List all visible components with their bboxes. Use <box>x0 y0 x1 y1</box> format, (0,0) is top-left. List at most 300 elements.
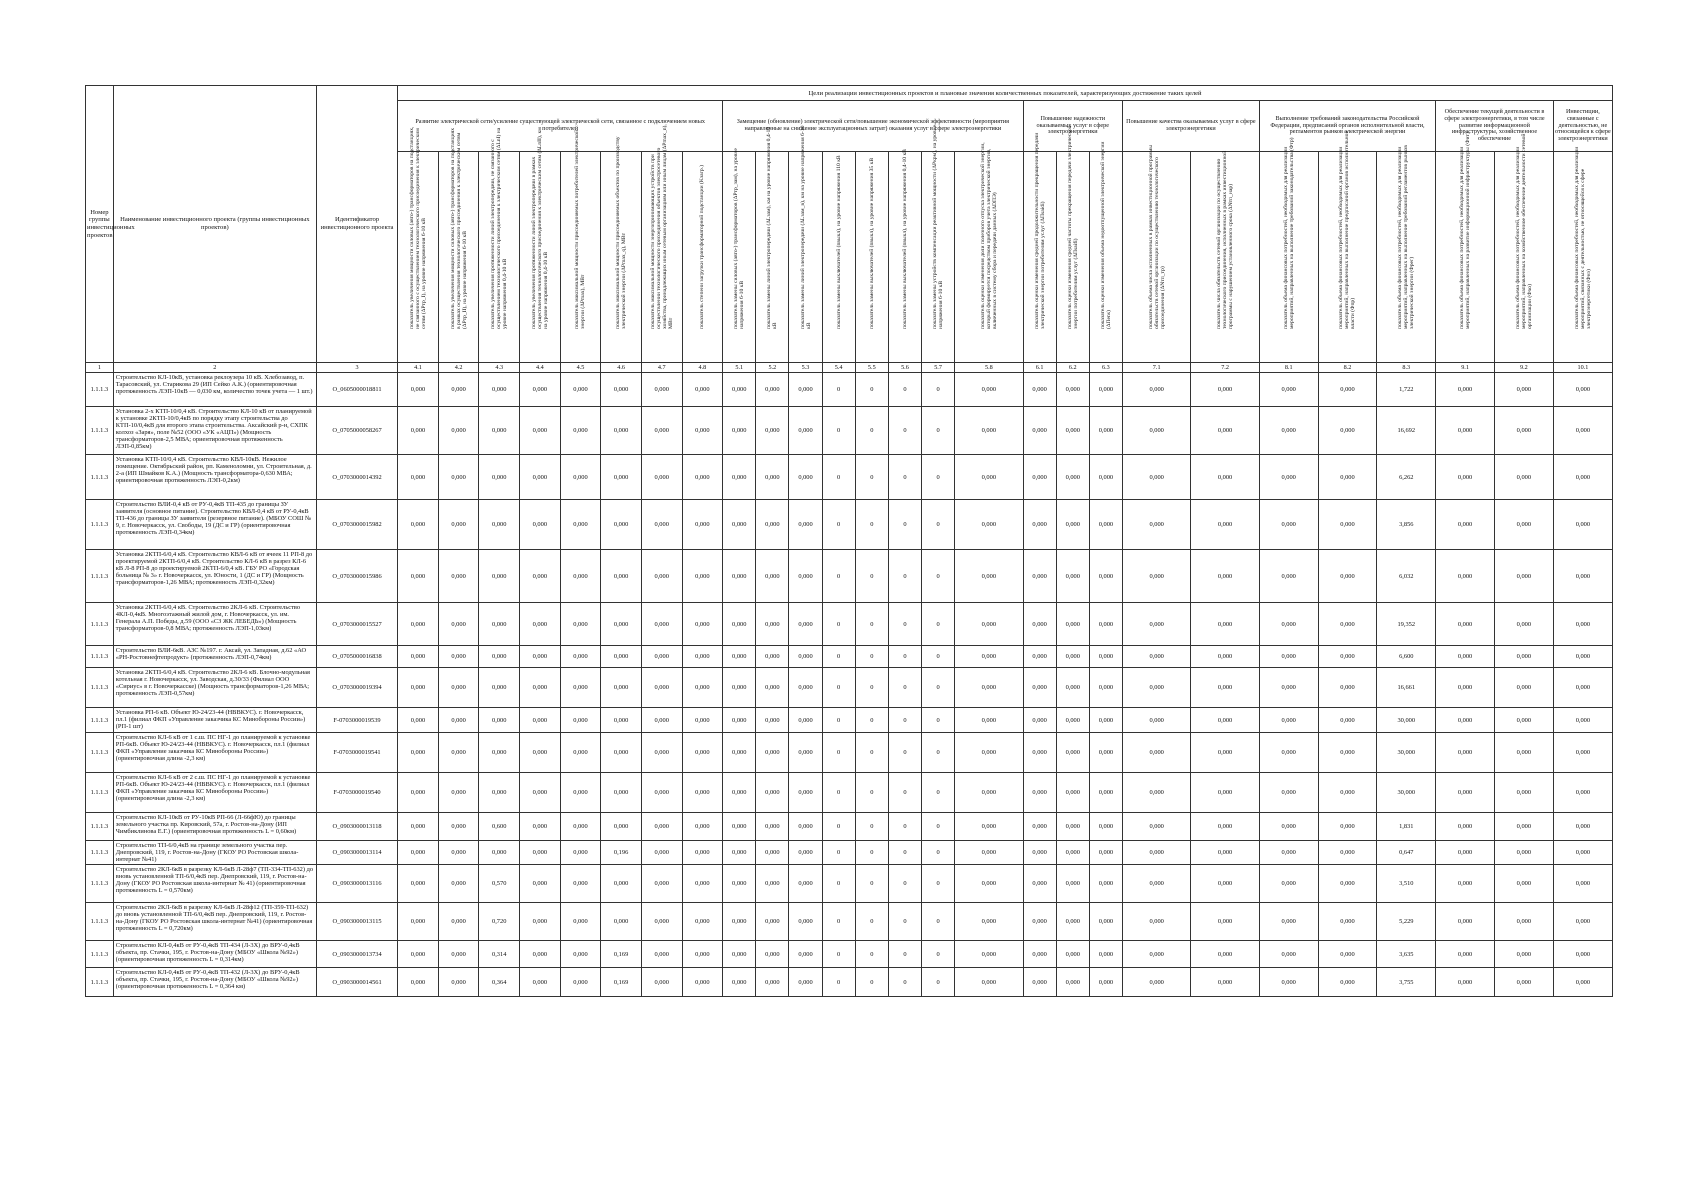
row-value: 0 <box>888 733 921 773</box>
row-value: 0,000 <box>520 708 561 733</box>
indicator-header <box>398 126 439 363</box>
row-value: 0,000 <box>789 455 822 500</box>
row-value: 0 <box>888 668 921 708</box>
row-number: 1.1.1.3 <box>86 373 114 407</box>
row-number: 1.1.1.3 <box>86 968 114 997</box>
row-value: 0,000 <box>1259 773 1318 813</box>
row-value: 0,000 <box>641 603 682 646</box>
row-value: 0,000 <box>1553 708 1612 733</box>
row-value: 0,000 <box>1318 813 1377 841</box>
row-project-name: Строительство КЛ-6 кВ от 1 с.ш. ПС НГ-1 до планируемой к установке РП-6кВ. Объект Ю-24/23-44 (НВВКУС). г. Новочеркасск, пл.1 (филиал ФКП «Управление заказчика КС Минобороны России») (ориентировочная длина -2,3 км) <box>113 733 316 773</box>
row-value: 0,000 <box>601 708 642 733</box>
row-value: 0,000 <box>1318 373 1377 407</box>
row-value: 30,000 <box>1377 773 1436 813</box>
row-value: 0,000 <box>1494 841 1553 865</box>
row-value: 0,000 <box>682 841 723 865</box>
row-value: 0,000 <box>1191 500 1259 550</box>
row-value: 0,000 <box>641 968 682 997</box>
row-value: 0,000 <box>1023 813 1056 841</box>
indicator-label: показатель объема финансовых потребностей, необходимых для реализации мероприятий, направленных на выполнение требований законодательства (Фтр) <box>1282 137 1295 329</box>
row-value: 0,000 <box>1259 865 1318 903</box>
indicator-header <box>822 152 855 363</box>
row-value: 0,000 <box>1191 773 1259 813</box>
row-value: 0,000 <box>789 773 822 813</box>
indicator-header <box>641 124 682 363</box>
row-value: 0 <box>855 603 888 646</box>
column-number: 7.2 <box>1191 363 1259 373</box>
indicator-header <box>1259 137 1318 363</box>
column-number: 4.1 <box>398 363 439 373</box>
row-number: 1.1.1.3 <box>86 733 114 773</box>
row-value: 0,000 <box>723 708 756 733</box>
row-value: 0 <box>855 407 888 455</box>
row-value: 0,000 <box>1056 773 1089 813</box>
row-number: 1.1.1.3 <box>86 865 114 903</box>
row-value: 0,000 <box>1494 668 1553 708</box>
row-value: 0 <box>855 813 888 841</box>
row-value: 0,000 <box>1259 500 1318 550</box>
row-value: 0,000 <box>723 941 756 968</box>
row-number: 1.1.1.3 <box>86 500 114 550</box>
row-value: 0,000 <box>1259 646 1318 668</box>
column-number: 5.7 <box>922 363 955 373</box>
row-value: 0,000 <box>398 708 439 733</box>
row-value: 0,000 <box>479 550 520 603</box>
row-value: 0,000 <box>1056 407 1089 455</box>
group-header: Обеспечение текущей деятельности в сфере электроэнергетики, в том числе развитие информационной инфраструктуры, хозяйственное обеспечение <box>1436 101 1554 152</box>
row-number: 1.1.1.3 <box>86 773 114 813</box>
table-row <box>86 841 1613 865</box>
row-value: 0,000 <box>641 903 682 941</box>
table-row <box>86 500 1613 550</box>
row-value: 0,000 <box>1259 903 1318 941</box>
row-value: 0,000 <box>682 668 723 708</box>
table-row <box>86 813 1613 841</box>
indicator-header <box>1122 144 1190 363</box>
row-value: 0,000 <box>1436 968 1495 997</box>
table-row <box>86 455 1613 500</box>
column-number: 5.2 <box>756 363 789 373</box>
row-value: 0 <box>888 407 921 455</box>
row-value: 0,000 <box>520 603 561 646</box>
row-value: 0,000 <box>1122 455 1190 500</box>
row-value: 0 <box>922 407 955 455</box>
row-value: 0,000 <box>641 373 682 407</box>
row-value: 0,000 <box>723 646 756 668</box>
row-value: 0 <box>822 708 855 733</box>
indicator-header <box>1436 132 1495 363</box>
row-value: 0,000 <box>520 903 561 941</box>
row-value: 0,000 <box>520 968 561 997</box>
row-value: 0,000 <box>601 903 642 941</box>
column-number: 8.3 <box>1377 363 1436 373</box>
table-body <box>86 373 1613 997</box>
row-value: 0 <box>822 773 855 813</box>
row-value: 0,000 <box>1023 773 1056 813</box>
table-row <box>86 603 1613 646</box>
row-value: 0,000 <box>601 646 642 668</box>
row-value: 0,000 <box>641 733 682 773</box>
row-value: 0 <box>822 668 855 708</box>
row-value: 0,000 <box>756 455 789 500</box>
column-number: 4.7 <box>641 363 682 373</box>
row-value: 0,000 <box>601 733 642 773</box>
row-value: 0,000 <box>1436 603 1495 646</box>
indicator-label: показатель замены линий электропередачи (ΔLзам), км на уровне напряжения 0,4-10 кВ <box>766 126 779 329</box>
row-value: 0,000 <box>601 865 642 903</box>
row-value: 0,000 <box>438 968 479 997</box>
row-value: 0,000 <box>438 373 479 407</box>
row-value: 0,000 <box>1056 708 1089 733</box>
row-value: 0,000 <box>1318 941 1377 968</box>
row-value: 0,000 <box>1494 500 1553 550</box>
row-value: 0,000 <box>1553 603 1612 646</box>
row-value: 0 <box>922 903 955 941</box>
row-number: 1.1.1.3 <box>86 903 114 941</box>
row-value: 0,000 <box>438 865 479 903</box>
column-number: 4.5 <box>560 363 601 373</box>
row-value: 0,000 <box>1056 865 1089 903</box>
row-value: 0,000 <box>1436 455 1495 500</box>
row-value: 0,000 <box>1056 668 1089 708</box>
column-number: 9.1 <box>1436 363 1495 373</box>
row-value: 0,000 <box>789 407 822 455</box>
row-value: 0,000 <box>955 841 1023 865</box>
row-value: 0 <box>922 813 955 841</box>
row-value: 0,000 <box>1023 903 1056 941</box>
row-value: 0 <box>855 968 888 997</box>
header-project-name: Наименование инвестиционного проекта (группы инвестиционных проектов) <box>113 86 316 363</box>
row-value: 0,000 <box>1056 968 1089 997</box>
row-value: 0,000 <box>756 407 789 455</box>
row-value: 0,000 <box>398 968 439 997</box>
row-value: 0,000 <box>438 773 479 813</box>
indicator-label: показатель замены выключателей (nвыкл), на уровне напряжения 110 кВ <box>835 155 842 329</box>
row-value: 0,000 <box>1056 646 1089 668</box>
row-value: 0,000 <box>1318 646 1377 668</box>
row-value: 0,600 <box>479 813 520 841</box>
row-value: 0,000 <box>1494 941 1553 968</box>
row-project-id: O_0903000013114 <box>316 841 397 865</box>
column-number: 7.1 <box>1122 363 1190 373</box>
row-value: 0,000 <box>1122 841 1190 865</box>
row-value: 0,000 <box>756 373 789 407</box>
row-project-id: O_0703000019394 <box>316 668 397 708</box>
indicator-label: показатель замены линий электропередачи (ΔLзам_в), км на уровне напряжения 6-10 кВ <box>799 125 812 329</box>
row-value: 0,000 <box>1553 733 1612 773</box>
row-value: 0,000 <box>789 903 822 941</box>
row-value: 0,000 <box>560 708 601 733</box>
table-row <box>86 733 1613 773</box>
row-number: 1.1.1.3 <box>86 668 114 708</box>
row-value: 0,000 <box>479 646 520 668</box>
indicator-label: показатель увеличения протяженности линий электропередачи, не связанного с осуществлением технологического присоединения к электрическим сетям (ΔLnI) на уровне напряжения 0,4-10 кВ <box>490 127 509 329</box>
row-value: 0,000 <box>438 500 479 550</box>
row-value: 0,000 <box>723 841 756 865</box>
row-value: 30,000 <box>1377 708 1436 733</box>
row-value: 0,000 <box>438 903 479 941</box>
row-value: 0,000 <box>1122 668 1190 708</box>
row-value: 0,000 <box>1553 941 1612 968</box>
row-value: 0,000 <box>1023 646 1056 668</box>
row-value: 0,000 <box>1553 773 1612 813</box>
row-value: 0,000 <box>1023 373 1056 407</box>
indicator-label: показатель максимальной мощности энергопринимающих устройств при осуществлении технологического присоединения объектов электросетевого хозяйства, принадлежащих иным сетевым организациям или иным лицам (ΔPmax_n), МВт <box>649 124 674 329</box>
column-number: 5.8 <box>955 363 1023 373</box>
row-value: 0,000 <box>641 500 682 550</box>
indicator-label: показатель замены силовых (авто-) трансформаторов (ΔPтр_зам), на уровне напряжения 6-10 кВ <box>733 148 746 329</box>
row-value: 0,000 <box>1122 903 1190 941</box>
row-value: 0 <box>922 373 955 407</box>
column-number: 5.6 <box>888 363 921 373</box>
row-value: 0,000 <box>438 733 479 773</box>
row-value: 0 <box>922 603 955 646</box>
row-value: 0,000 <box>682 500 723 550</box>
row-value: 0,000 <box>955 373 1023 407</box>
row-value: 0,000 <box>789 865 822 903</box>
row-value: 0 <box>822 500 855 550</box>
row-value: 0,000 <box>601 407 642 455</box>
row-value: 0,000 <box>1494 550 1553 603</box>
row-value: 0 <box>855 373 888 407</box>
indicator-label: показатель увеличения мощности силовых (авто-) трансформаторов на подстанциях в рамках осуществления технологического присоединения к электрическим сетям (ΔPтр_II), на уровне напряжения 6-10 кВ <box>449 127 468 329</box>
row-value: 0,000 <box>1089 500 1122 550</box>
row-value: 0,000 <box>1122 407 1190 455</box>
row-value: 0,000 <box>1056 941 1089 968</box>
row-value: 0,000 <box>789 708 822 733</box>
row-value: 0,000 <box>1122 708 1190 733</box>
row-value: 0,000 <box>1191 668 1259 708</box>
row-value: 0 <box>822 813 855 841</box>
row-value: 0,314 <box>479 941 520 968</box>
row-value: 0,000 <box>682 865 723 903</box>
row-value: 0,000 <box>1122 603 1190 646</box>
row-value: 0,000 <box>1089 941 1122 968</box>
row-value: 0,000 <box>560 903 601 941</box>
table-row <box>86 373 1613 407</box>
row-value: 0,000 <box>955 668 1023 708</box>
row-value: 0,000 <box>723 455 756 500</box>
header-group-number: Номер группы инвестиционных проектов <box>86 86 114 363</box>
row-value: 0,000 <box>398 773 439 813</box>
row-project-name: Строительство КЛ-6 кВ от 2 с.ш. ПС НГ-1 до планируемой к установке РП-6кВ. Объект Ю-24/23-44 (НВВКУС). г. Новочеркасск, пл.1 (филиал ФКП «Управление заказчика КС Минобороны России») (ориентировочная длина -2,3 км) <box>113 773 316 813</box>
row-value: 0,000 <box>1089 373 1122 407</box>
row-value: 0,000 <box>1191 603 1259 646</box>
row-value: 0,000 <box>955 407 1023 455</box>
investment-goals-table-sheet <box>85 85 1613 997</box>
table-row <box>86 550 1613 603</box>
row-value: 0 <box>922 841 955 865</box>
row-value: 0,000 <box>1089 813 1122 841</box>
row-value: 0,000 <box>1436 903 1495 941</box>
row-value: 0,000 <box>1436 500 1495 550</box>
row-value: 0,000 <box>789 668 822 708</box>
row-value: 0,000 <box>560 373 601 407</box>
table-row <box>86 668 1613 708</box>
row-value: 0,000 <box>1191 865 1259 903</box>
row-value: 0,000 <box>1191 733 1259 773</box>
row-value: 0,000 <box>1122 550 1190 603</box>
row-value: 0,000 <box>756 646 789 668</box>
row-value: 0,000 <box>560 646 601 668</box>
row-value: 0,000 <box>1318 865 1377 903</box>
column-number: 2 <box>113 363 316 373</box>
row-value: 0,000 <box>560 865 601 903</box>
row-project-id: F-0703000019539 <box>316 708 397 733</box>
indicator-label: показатель объема финансовых потребностей, необходимых для реализации мероприятий, направленных на развитие информационной инфраструктуры (Фит) <box>1458 132 1472 329</box>
row-value: 0,000 <box>641 550 682 603</box>
row-value: 0,000 <box>1023 550 1056 603</box>
row-value: 0,000 <box>479 603 520 646</box>
row-value: 0 <box>855 841 888 865</box>
table-row <box>86 708 1613 733</box>
row-value: 0,000 <box>1056 500 1089 550</box>
row-value: 0,000 <box>1259 813 1318 841</box>
indicator-label: показатель объема финансовых потребностей, необходимых для реализации мероприятий, направленных на выполнение предписаний органов исполнительной власти (Фпр) <box>1338 130 1357 329</box>
row-value: 0,000 <box>398 373 439 407</box>
row-value: 0,000 <box>1494 603 1553 646</box>
row-value: 0 <box>855 708 888 733</box>
row-value: 0,000 <box>560 500 601 550</box>
row-value: 0,000 <box>1494 373 1553 407</box>
row-value: 0,000 <box>1122 773 1190 813</box>
column-number: 1 <box>86 363 114 373</box>
row-value: 0,000 <box>641 708 682 733</box>
row-value: 0,000 <box>520 500 561 550</box>
row-value: 0,000 <box>1436 773 1495 813</box>
row-number: 1.1.1.3 <box>86 455 114 500</box>
column-number: 5.1 <box>723 363 756 373</box>
row-value: 0,000 <box>479 500 520 550</box>
column-number: 4.3 <box>479 363 520 373</box>
row-value: 0,000 <box>520 668 561 708</box>
row-value: 0,000 <box>1259 668 1318 708</box>
row-value: 0 <box>888 773 921 813</box>
row-value: 0,000 <box>682 773 723 813</box>
row-value: 0,000 <box>641 813 682 841</box>
row-project-name: Установка 2КТП-6/0,4 кВ. Строительство 2КЛ-6 кВ. Строительство 4КЛ-0,4кВ. Многоэтажный жилой дом, г. Новочеркасск, ул. им. Генерала А.П. Победы, д.59 (ООО «СЗ ЖК ЛЕБЕДЬ») (Мощность трансформаторов-0,8 МВА; протяженность ЛЭП-1,03км) <box>113 603 316 646</box>
row-value: 0,000 <box>1494 773 1553 813</box>
column-number: 4.2 <box>438 363 479 373</box>
indicator-label: показатель оценки изменения средней продолжительности прекращения передачи электрической энергии потребителям услуг (ΔПsaidi) <box>1033 132 1046 329</box>
row-value: 0 <box>888 603 921 646</box>
row-value: 0,000 <box>601 550 642 603</box>
row-project-id: O_0703000015982 <box>316 500 397 550</box>
row-number: 1.1.1.3 <box>86 550 114 603</box>
row-value: 0 <box>822 603 855 646</box>
row-value: 0,000 <box>1436 407 1495 455</box>
header-row-column-numbers <box>86 363 1613 373</box>
row-value: 0 <box>855 773 888 813</box>
row-value: 0,000 <box>1318 841 1377 865</box>
row-value: 0,000 <box>1191 373 1259 407</box>
indicator-header <box>888 149 921 363</box>
row-value: 0,000 <box>756 865 789 903</box>
row-project-id: O_0703000015527 <box>316 603 397 646</box>
row-value: 0,000 <box>1553 841 1612 865</box>
row-value: 0,000 <box>756 903 789 941</box>
row-value: 0,000 <box>520 841 561 865</box>
row-value: 0 <box>855 903 888 941</box>
row-number: 1.1.1.3 <box>86 941 114 968</box>
row-value: 0,000 <box>560 668 601 708</box>
row-value: 0 <box>888 455 921 500</box>
row-value: 0 <box>888 968 921 997</box>
row-value: 0,000 <box>1056 373 1089 407</box>
row-number: 1.1.1.3 <box>86 813 114 841</box>
indicator-header <box>1553 146 1612 363</box>
indicator-label: показатель числа обязательств сетевой организации по осуществлению технологического присоединения, исполненных в рамках инвестиционной программы с нарушением установленного срока (ΔNтп_нар) <box>1215 150 1235 329</box>
row-value: 0,000 <box>438 813 479 841</box>
row-value: 0 <box>855 500 888 550</box>
row-value: 0,000 <box>1259 550 1318 603</box>
row-value: 0,000 <box>756 773 789 813</box>
row-value: 0,000 <box>682 646 723 668</box>
row-value: 0,000 <box>1494 455 1553 500</box>
row-value: 0,000 <box>438 708 479 733</box>
indicator-label: показатель увеличения мощности силовых (авто-) трансформаторов на подстанциях, не связанного с осуществлением технологического присоединения к электрическим сетям (ΔPтр_I), на уровне напряжения 6-10 кВ <box>408 126 428 329</box>
row-project-name: Строительство ВЛИ-6кВ. АЗС №197. г. Аксай, ул. Западная, д.62 «АО «РН-Ростовнефтепродукт» (протяженность ЛЭП-0,74км) <box>113 646 316 668</box>
indicator-label: показатель объема финансовых потребностей, необходимых для реализации мероприятий, направленных на хозяйственное обеспечение деятельности сетевой организации (Фхо) <box>1514 133 1533 329</box>
row-value: 0,000 <box>398 941 439 968</box>
row-value: 0,000 <box>398 903 439 941</box>
row-value: 0,000 <box>1553 373 1612 407</box>
row-value: 0,000 <box>1494 646 1553 668</box>
row-project-name: Строительство 2КЛ-6кВ в разрезку КЛ-6кВ Л-28ф7 (ТП-334-ТП-632) до вновь установленной ТП-6/0,4кВ пер. Днепровский, 119, г. Ростов-на-Дону (ГКОУ РО Ростовская школа-интернат № 41) (ориентировочная протяженность L = 0,570км) <box>113 865 316 903</box>
row-number: 1.1.1.3 <box>86 603 114 646</box>
header-project-id: Идентификатор инвестиционного проекта <box>316 86 397 363</box>
row-value: 0 <box>822 903 855 941</box>
row-value: 0,000 <box>1553 668 1612 708</box>
row-value: 0,000 <box>1089 550 1122 603</box>
row-value: 0,000 <box>756 603 789 646</box>
row-number: 1.1.1.3 <box>86 646 114 668</box>
row-value: 0 <box>822 407 855 455</box>
row-value: 0,000 <box>560 813 601 841</box>
table-row <box>86 646 1613 668</box>
column-number: 6.3 <box>1089 363 1122 373</box>
row-value: 0,000 <box>479 733 520 773</box>
row-value: 0,000 <box>520 407 561 455</box>
row-value: 0,000 <box>601 668 642 708</box>
column-number: 4.4 <box>520 363 561 373</box>
indicator-header <box>789 125 822 363</box>
row-value: 0,000 <box>1494 865 1553 903</box>
row-value: 0,000 <box>398 841 439 865</box>
row-project-name: Строительство КЛ-0,4кВ от РУ-0,4кВ ТП-432 (Л-3Х) до ВРУ-0,4кВ объекта, пр. Стачки, 195, г. Ростов-на-Дону (МБОУ «Школа №92») (ориентировочная протяженность L = 0,364 км) <box>113 968 316 997</box>
row-project-id: O_0703000014392 <box>316 455 397 500</box>
row-value: 0,000 <box>789 550 822 603</box>
row-value: 0,000 <box>438 646 479 668</box>
column-number: 8.1 <box>1259 363 1318 373</box>
row-value: 0,000 <box>955 455 1023 500</box>
row-value: 0 <box>822 865 855 903</box>
row-value: 0 <box>822 941 855 968</box>
row-value: 0,000 <box>1122 941 1190 968</box>
row-value: 0,000 <box>641 941 682 968</box>
row-value: 0,000 <box>1056 733 1089 773</box>
row-value: 0,000 <box>1056 841 1089 865</box>
row-value: 0,000 <box>682 373 723 407</box>
row-value: 0,000 <box>955 865 1023 903</box>
row-value: 0,000 <box>1259 968 1318 997</box>
row-project-name: Строительство 2КЛ-6кВ в разрезку КЛ-6кВ Л-28ф12 (ТП-359-ТП-632) до вновь установленной ТП-6/0,4кВ пер. Днепровский, 119, г. Ростов-на-Дону (ГКОУ РО Ростовская школа-интернат №41) (ориентировочная протяженность L = 0,720км) <box>113 903 316 941</box>
row-value: 0 <box>888 500 921 550</box>
row-value: 0 <box>888 903 921 941</box>
header-goals-title: Цели реализации инвестиционных проектов и плановые значения количественных показателей, характеризующих достижение таких целей <box>398 86 1613 101</box>
row-value: 0,000 <box>398 455 439 500</box>
row-value: 0,000 <box>682 941 723 968</box>
